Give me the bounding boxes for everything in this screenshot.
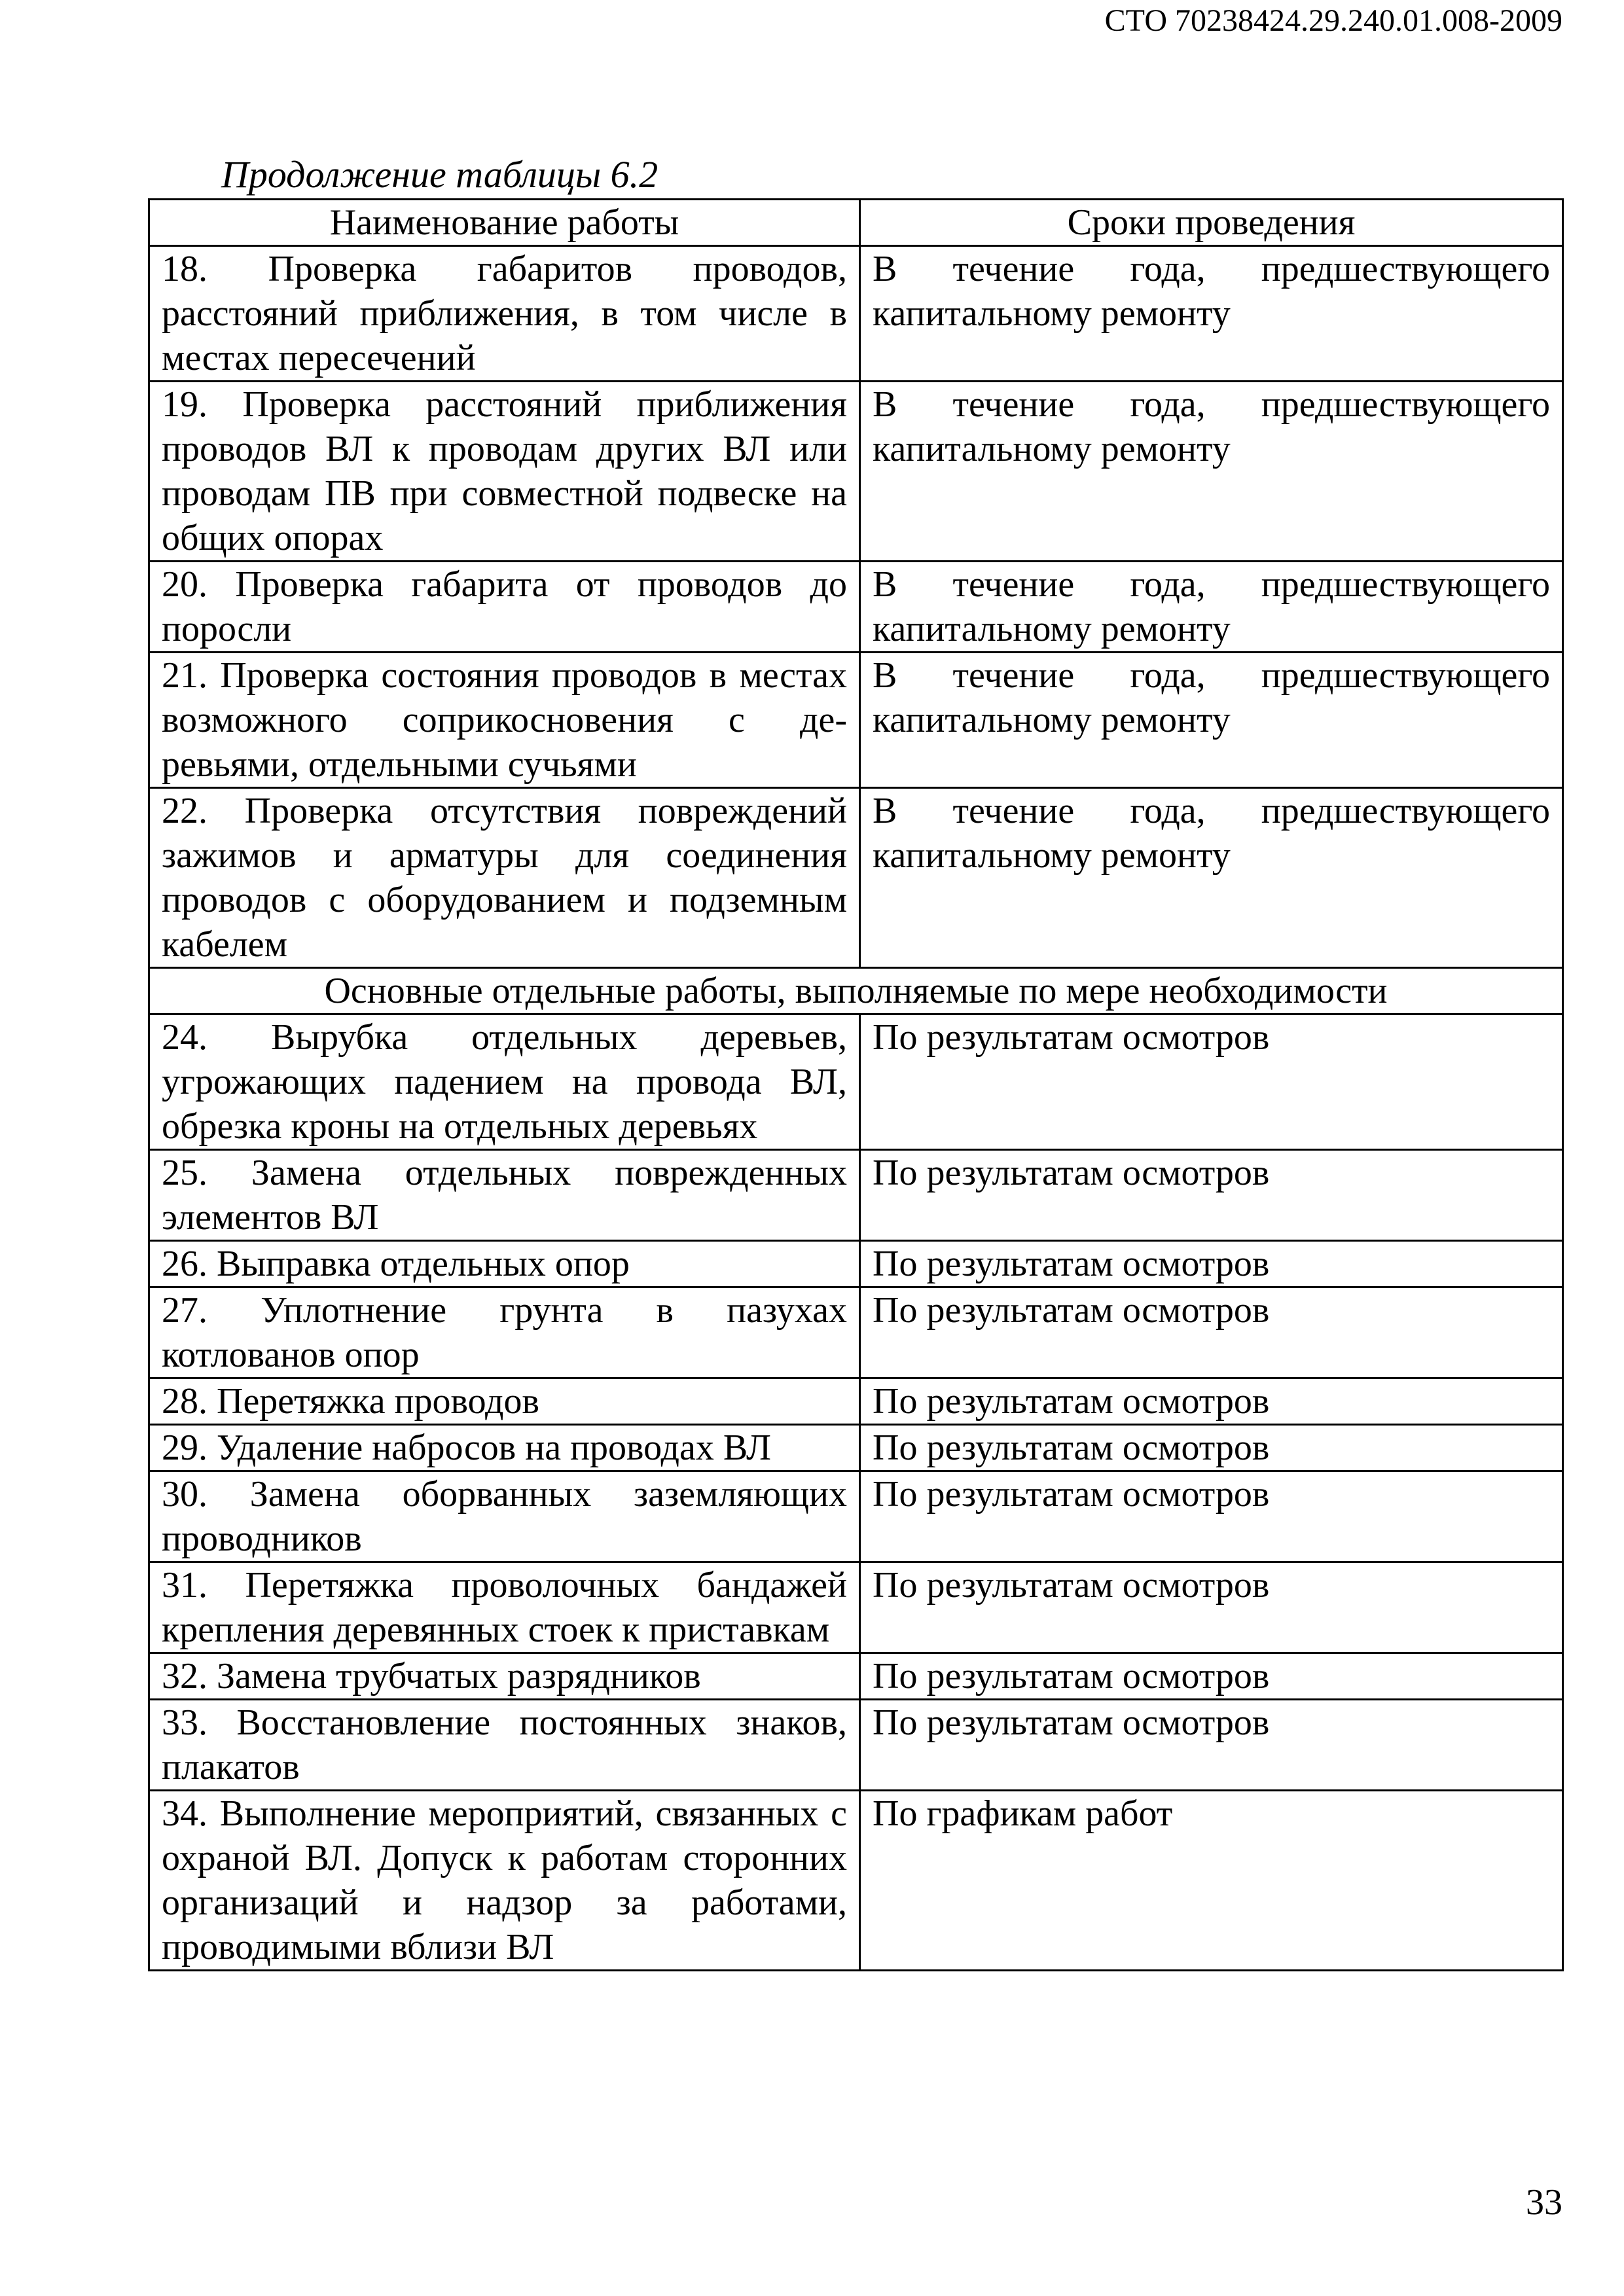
work-name-cell: 24. Вырубка отдельных деревьев, угрожающих падением на провода ВЛ, обрезка кроны на отдельных деревьях (149, 1014, 860, 1150)
work-term-cell: По результатам осмотров (860, 1425, 1563, 1471)
table-row (149, 1791, 1563, 1971)
work-term-cell: По результатам осмотров (860, 1653, 1563, 1700)
work-term-cell: В течение года, предшествующего капитальному ремонту (860, 653, 1563, 788)
work-term-cell: По результатам осмотров (860, 1150, 1563, 1241)
column-header-name: Наименование работы (149, 200, 860, 246)
work-name-cell: 20. Проверка габарита от проводов до поросли (149, 562, 860, 653)
page-number: 33 (1526, 2182, 1562, 2223)
works-table (148, 198, 1564, 1971)
work-name-cell: 22. Проверка отсутствия повреждений зажимов и арматуры для соединения проводов с оборудованием и подземным кабелем (149, 788, 860, 968)
work-term-cell: По результатам осмотров (860, 1471, 1563, 1562)
table-caption: Продолжение таблицы 6.2 (221, 153, 659, 196)
work-term-cell: По результатам осмотров (860, 1287, 1563, 1378)
table-row (149, 1425, 1563, 1471)
table-row (149, 653, 1563, 788)
table-row (149, 788, 1563, 968)
work-term-cell: По графикам работ (860, 1791, 1563, 1971)
work-term-cell: По результатам осмотров (860, 1014, 1563, 1150)
work-name-cell: 27. Уплотнение грунта в пазухах котлованов опор (149, 1287, 860, 1378)
table-row (149, 1150, 1563, 1241)
work-name-cell: 34. Выполнение мероприятий, связанных с охраной ВЛ. Допуск к работам сторонних организаций и надзор за работами, проводимыми вблизи ВЛ (149, 1791, 860, 1971)
work-term-cell: В течение года, предшествующего капитальному ремонту (860, 382, 1563, 562)
work-name-cell: 28. Перетяжка проводов (149, 1378, 860, 1425)
work-name-cell: 32. Замена трубчатых разрядников (149, 1653, 860, 1700)
table-row (149, 382, 1563, 562)
work-name-cell: 21. Проверка состояния проводов в местах возможного соприкосновения с де- ревьями, отдельными сучьями (149, 653, 860, 788)
work-name-cell: 30. Замена оборванных заземляющих проводников (149, 1471, 860, 1562)
work-term-cell: По результатам осмотров (860, 1700, 1563, 1791)
work-term-cell: По результатам осмотров (860, 1241, 1563, 1287)
table-row (149, 1378, 1563, 1425)
table-row (149, 1241, 1563, 1287)
table-row (149, 1653, 1563, 1700)
document-code: СТО 70238424.29.240.01.008-2009 (1104, 3, 1562, 38)
work-name-cell: 18. Проверка габаритов проводов, расстояний приближения, в том числе в местах пересечений (149, 246, 860, 382)
work-term-cell: По результатам осмотров (860, 1378, 1563, 1425)
section-header-row (149, 968, 1563, 1014)
table-row (149, 1562, 1563, 1653)
table-row (149, 1700, 1563, 1791)
work-name-cell: 19. Проверка расстояний приближения проводов ВЛ к проводам других ВЛ или проводам ПВ при совместной подвеске на общих опорах (149, 382, 860, 562)
table-row (149, 1287, 1563, 1378)
table-row (149, 246, 1563, 382)
section-title: Основные отдельные работы, выполняемые по мере необходимости (149, 968, 1563, 1014)
work-name-cell: 33. Восстановление постоянных знаков, плакатов (149, 1700, 860, 1791)
work-name-cell: 31. Перетяжка проволочных бандажей крепления деревянных стоек к приставкам (149, 1562, 860, 1653)
work-term-cell: В течение года, предшествующего капитальному ремонту (860, 246, 1563, 382)
column-header-term: Сроки проведения (860, 200, 1563, 246)
work-name-cell: 26. Выправка отдельных опор (149, 1241, 860, 1287)
work-name-cell: 25. Замена отдельных поврежденных элементов ВЛ (149, 1150, 860, 1241)
work-term-cell: В течение года, предшествующего капитальному ремонту (860, 562, 1563, 653)
table-header-row (149, 200, 1563, 246)
work-name-cell: 29. Удаление набросов на проводах ВЛ (149, 1425, 860, 1471)
table-row (149, 1014, 1563, 1150)
work-term-cell: По результатам осмотров (860, 1562, 1563, 1653)
table-row (149, 562, 1563, 653)
table-row (149, 1471, 1563, 1562)
work-term-cell: В течение года, предшествующего капитальному ремонту (860, 788, 1563, 968)
